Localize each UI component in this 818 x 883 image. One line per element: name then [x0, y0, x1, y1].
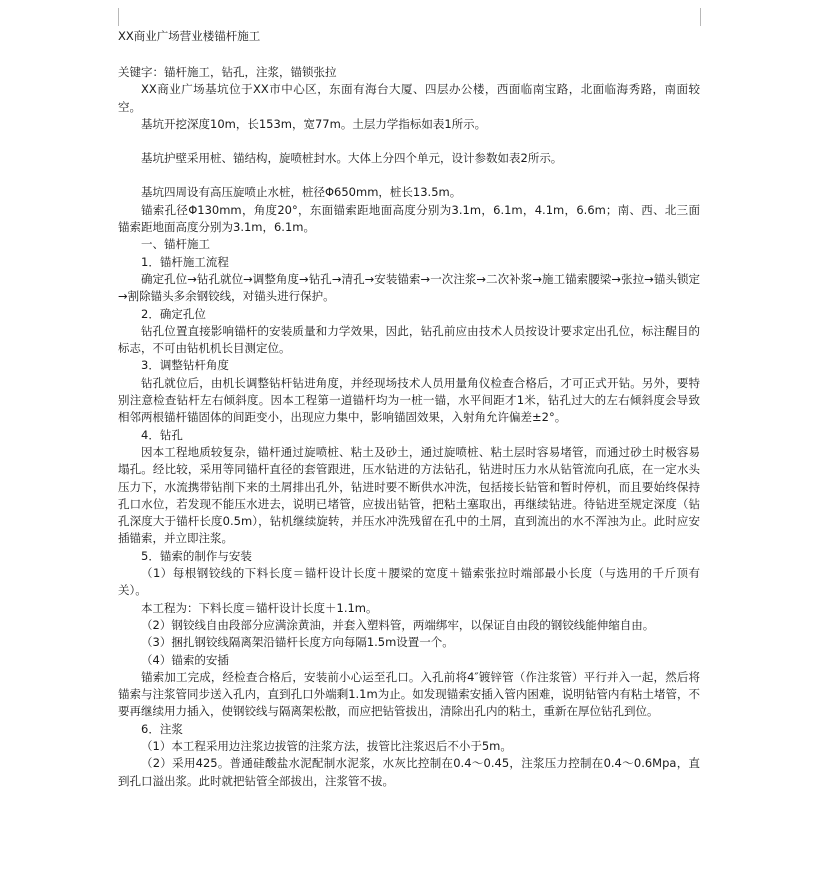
section-heading: 一、锚杆施工 — [141, 237, 210, 252]
body-paragraph: 钻孔就位后，由机长调整钻杆钻进角度，并经现场技术人员用量角仪检查合格后，才可正式开钻。另外，要特别注意检查钻杆左右倾斜度。因本工程第一道锚杆均为一桩一锚，水平间距才1米，钻孔过大的左右倾斜度会导致相邻两根锚杆锚固体的间距变小，出现应力集中，影响锚固效果，入射角允许偏差±2°。 — [118, 375, 700, 425]
subsection-heading: 2．确定孔位 — [141, 306, 206, 321]
subsection-heading: 1．锚杆施工流程 — [141, 254, 229, 269]
page-corner-mark-right — [700, 8, 715, 26]
body-paragraph: XX商业广场基坑位于XX市中心区，东面有海台大厦、四层办公楼，西面临南宝路，北面临海秀路，南面较空。 — [118, 82, 700, 114]
subsection-heading: 5．锚索的制作与安装 — [141, 548, 252, 563]
body-paragraph: 因本工程地质较复杂，锚杆通过旋喷桩、粘土及砂土，通过旋喷桩、粘土层时容易堵管，而通过砂土时极容易塌孔。经比较，采用等同锚杆直径的套管跟进，压水钻进的方法钻孔，钻进时压力水从钻管流向孔底，在一定水头压力下，水流携带钻削下来的土屑排出孔外，钻进时要不断供水冲洗，包括接长钻管和暂时停机，而且要始终保持孔口水位，若发现不能压水进去，说明已堵管，应拔出钻管，把粘土塞取出，再继续钻进。待钻进至规定深度（钻孔深度大于锚杆长度0.5m），钻机继续旋转，并压水冲洗残留在孔中的土屑，直到流出的水不浑浊为止。此时应安插锚索，并立即注浆。 — [118, 444, 700, 546]
subsection-heading: 4．钻孔 — [141, 427, 183, 442]
list-item: （1）每根钢铰线的下料长度＝锚杆设计长度＋腰梁的宽度＋锚索张拉时端部最小长度（与选用的千斤顶有关）。 — [118, 566, 700, 598]
list-item: （3）捆扎钢铰线隔离架沿锚杆长度方向每隔1.5m设置一个。 — [141, 635, 454, 650]
document-title: XX商业广场营业楼锚杆施工 — [118, 29, 261, 43]
list-item: （2）钢铰线自由段部分应满涂黄油，并套入塑料管，两端绑牢，以保证自由段的钢铰线能伸缩自由。 — [141, 617, 655, 632]
page-corner-mark-left — [108, 8, 119, 26]
list-item: （4）锚索的安插 — [141, 652, 229, 667]
body-paragraph: 本工程为：下料长度＝锚杆设计长度＋1.1m。 — [141, 600, 378, 615]
subsection-heading: 3．调整钻杆角度 — [141, 358, 229, 373]
document-page — [118, 28, 700, 790]
list-item: （1）本工程采用边注浆边拔管的注浆方法，拔管比注浆迟后不小于5m。 — [141, 738, 512, 753]
body-paragraph: 锚索孔径Φ130mm，角度20°，东面锚索距地面高度分别为3.1m，6.1m，4.1m，6.6m；南、西、北三面锚索距地面高度分别为3.1m，6.1m。 — [118, 202, 700, 235]
body-paragraph: 锚索加工完成，经检查合格后，安装前小心运至孔口。入孔前将4″镀锌管（作注浆管）平行并入一起，然后将锚索与注浆管同步送入孔内，直到孔口外端剩1.1m为止。如发现锚索安插入管内困难，说明钻管内有粘土堵管，不要再继续用力插入，使钢铰线与隔离架松散，而应把钻管拔出，清除出孔内的粘土，重新在厚位钻孔到位。 — [118, 669, 700, 719]
body-paragraph: 基坑护壁采用桩、锚结构，旋喷桩封水。大体上分四个单元，设计参数如表2所示。 — [141, 151, 563, 166]
body-paragraph: 基坑开挖深度10m，长153m，宽77m。土层力学指标如表1所示。 — [141, 116, 487, 131]
subsection-heading: 6．注浆 — [141, 721, 183, 736]
body-paragraph: 基坑四周设有高压旋喷止水桩，桩径Φ650mm，桩长13.5m。 — [141, 185, 462, 200]
keywords: 关键字：锚杆施工，钻孔，注浆，锚锁张拉 — [118, 65, 337, 79]
list-item: （2）采用425。普通硅酸盐水泥配制水泥浆，水灰比控制在0.4～0.45，注浆压力控制在0.4～0.6Mpa，直到孔口溢出浆。此时就把钻管全部拔出，注浆管不拔。 — [118, 756, 700, 788]
body-paragraph: 确定孔位→钻孔就位→调整角度→钻孔→清孔→安装锚索→一次注浆→二次补浆→施工锚索腰梁→张拉→锚头锁定→割除锚头多余钢铰线，对锚头进行保护。 — [118, 271, 700, 304]
body-paragraph: 钻孔位置直接影响锚杆的安装质量和力学效果，因此，钻孔前应由技术人员按设计要求定出孔位，标注醒目的标志，不可由钻机机长目测定位。 — [118, 323, 700, 356]
